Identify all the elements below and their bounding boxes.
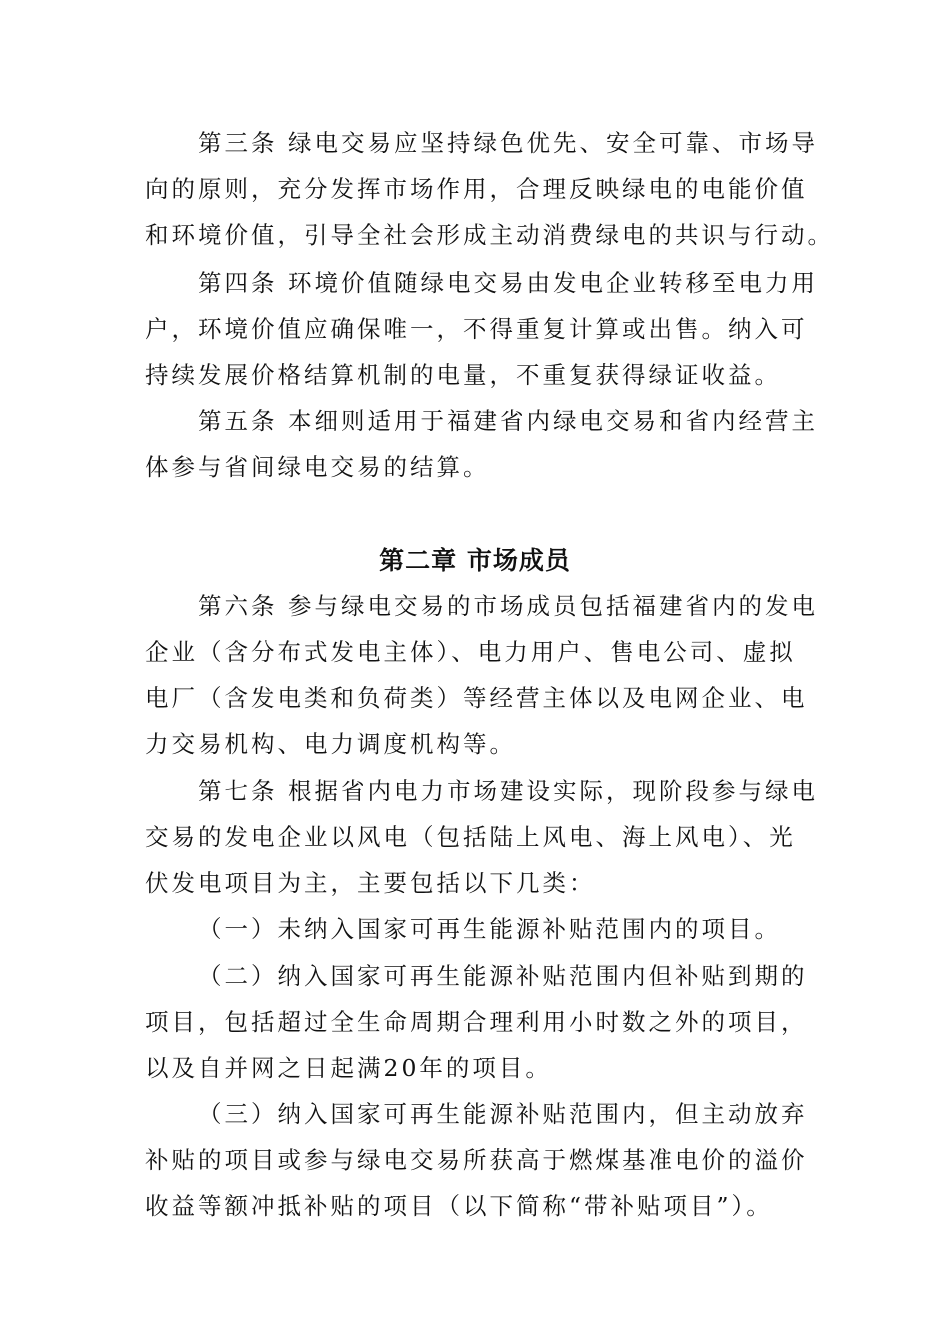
text-line: 收益等额冲抵补贴的项目（以下简称“带补贴项目”）。 bbox=[145, 1192, 773, 1220]
text-line: 伏发电项目为主，主要包括以下几类： bbox=[145, 869, 596, 897]
chapter-2-heading: 第二章 市场成员 bbox=[379, 546, 571, 575]
text-line: 第五条 本细则适用于福建省内绿电交易和省内经营主 bbox=[198, 407, 818, 435]
item-3-paragraph bbox=[145, 1091, 810, 1229]
text-line: 项目，包括超过全生命周期合理利用小时数之外的项目， bbox=[145, 1008, 808, 1036]
article-3-paragraph bbox=[145, 120, 834, 258]
text-line: 第七条 根据省内电力市场建设实际，现阶段参与绿电 bbox=[198, 777, 818, 805]
text-line: （三）纳入国家可再生能源补贴范围内，但主动放弃 bbox=[198, 1100, 808, 1128]
text-line: 和环境价值，引导全社会形成主动消费绿电的共识与行动。 bbox=[145, 221, 834, 249]
text-line: 补贴的项目或参与绿电交易所获高于燃煤基准电价的溢价 bbox=[145, 1146, 808, 1174]
text-line: 交易的发电企业以风电（包括陆上风电、海上风电）、光 bbox=[145, 823, 796, 851]
text-line: 电厂（含发电类和负荷类）等经营主体以及电网企业、电 bbox=[145, 684, 808, 712]
text-line: （二）纳入国家可再生能源补贴范围内但补贴到期的 bbox=[198, 962, 808, 990]
item-2-paragraph bbox=[145, 953, 810, 1091]
article-6-paragraph bbox=[145, 583, 818, 767]
text-line: 第四条 环境价值随绿电交易由发电企业转移至电力用 bbox=[198, 269, 818, 297]
text-line: 力交易机构、电力调度机构等。 bbox=[145, 730, 516, 758]
article-5-paragraph bbox=[145, 398, 818, 490]
text-line: 户，环境价值应确保唯一，不得重复计算或出售。纳入可 bbox=[145, 315, 808, 343]
text-line: 持续发展价格结算机制的电量，不重复获得绿证收益。 bbox=[145, 361, 781, 389]
text-line: 第三条 绿电交易应坚持绿色优先、安全可靠、市场导 bbox=[198, 129, 818, 157]
text-line: 以及自并网之日起满20年的项目。 bbox=[145, 1054, 552, 1082]
text-line: 体参与省间绿电交易的结算。 bbox=[145, 453, 490, 481]
text-line: （一）未纳入国家可再生能源补贴范围内的项目。 bbox=[198, 915, 781, 943]
article-7-paragraph bbox=[145, 768, 818, 906]
article-4-paragraph bbox=[145, 260, 818, 398]
item-1-paragraph bbox=[145, 906, 810, 952]
text-line: 第六条 参与绿电交易的市场成员包括福建省内的发电 bbox=[198, 592, 818, 620]
text-line: 企业（含分布式发电主体）、电力用户、售电公司、虚拟 bbox=[145, 638, 796, 666]
text-line: 向的原则，充分发挥市场作用，合理反映绿电的电能价值 bbox=[145, 175, 808, 203]
